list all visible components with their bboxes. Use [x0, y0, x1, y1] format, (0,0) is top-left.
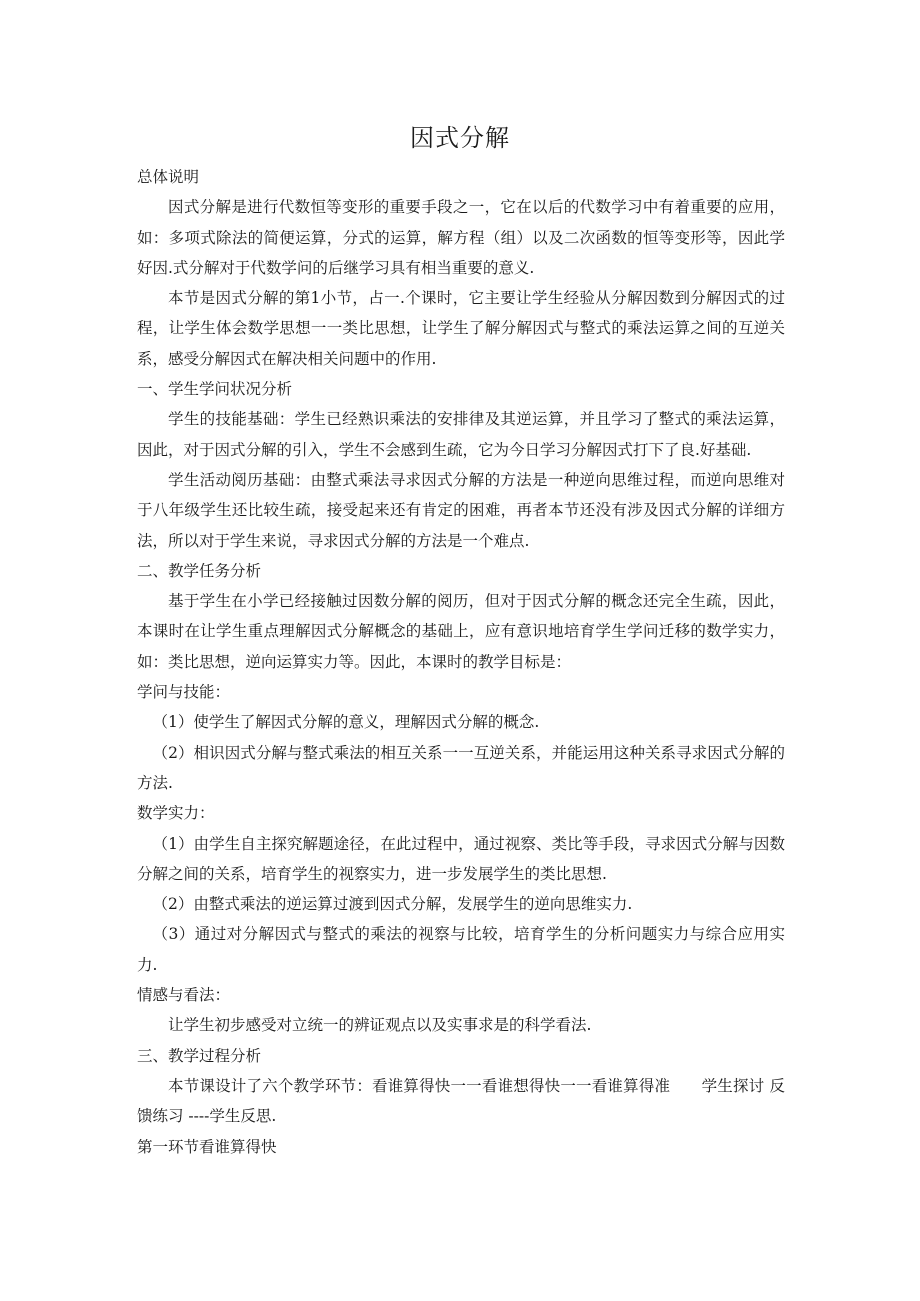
math-item-1: （1）由学生自主探究解题途径，在此过程中，通过视察、类比等手段，寻求因式分解与因数分解之间的关系，培育学生的视察实力，进一步发展学生的类比思想.	[137, 834, 785, 883]
knowledge-item-1: （1）使学生了解因式分解的意义，理解因式分解的概念.	[152, 713, 540, 732]
section-3-heading: 三、教学过程分析	[137, 1046, 262, 1065]
math-ability-heading: 数学实力：	[137, 804, 215, 823]
knowledge-skills-heading: 学问与技能：	[137, 683, 231, 702]
overview-paragraph-2: 本节是因式分解的第1小节，占一.个课时，它主要让学生经验从分解因数到分解因式的过程，让学生体会数学思想一一类比思想，让学生了解分解因式与整式的乘法运算之间的互逆关系，感受分解因式在解决相关问题中的作用.	[137, 289, 785, 368]
section-1-heading: 一、学生学问状况分析	[137, 380, 293, 399]
section-2-heading: 二、教学任务分析	[137, 561, 262, 580]
knowledge-item-2: （2）相识因式分解与整式乘法的相互关系一一互逆关系，并能运用这种关系寻求因式分解的方法.	[137, 743, 785, 792]
section-1-paragraph-1: 学生的技能基础：学生已经熟识乘法的安排律及其逆运算，并且学习了整式的乘法运算，因此，对于因式分解的引入，学生不会感到生疏，它为今日学习分解因式打下了良.好基础.	[137, 410, 785, 459]
section-1-paragraph-2: 学生活动阅历基础：由整式乘法寻求因式分解的方法是一种逆向思维过程，而逆向思维对于八年级学生还比较生疏，接受起来还有肯定的困难，再者本节还没有涉及因式分解的详细方法，所以对于学生来说，寻求因式分解的方法是一个难点.	[137, 470, 785, 550]
math-item-3: （3）通过对分解因式与整式的乘法的视察与比较，培育学生的分析问题实力与综合应用实力.	[137, 925, 785, 974]
overview-heading: 总体说明	[137, 168, 200, 186]
page-title: 因式分解	[410, 124, 510, 152]
emotion-attitude-heading: 情感与看法：	[137, 986, 231, 1005]
math-item-2: （2）由整式乘法的逆运算过渡到因式分解，发展学生的逆向思维实力.	[152, 895, 633, 914]
section-2-paragraph-1: 基于学生在小学已经接触过因数分解的阅历，但对于因式分解的概念还完全生疏，因此，本课时在让学生重点理解因式分解概念的基础上，应有意识地培育学生学问迁移的数学实力，如：类比思想，逆向运算实力等。因此，本课时的教学目标是：	[137, 592, 785, 671]
emotion-paragraph-1: 让学生初步感受对立统一的辨证观点以及实事求是的科学看法.	[168, 1016, 592, 1035]
document-body	[137, 162, 785, 1162]
overview-paragraph-1: 因式分解是进行代数恒等变形的重要手段之一，它在以后的代数学习中有着重要的应用，如：多项式除法的简便运算，分式的运算，解方程（组）以及二次函数的恒等变形等，因此学好因.式分解对于代数学问的后继学习具有相当重要的意义.	[137, 198, 785, 277]
step-1-heading: 第一环节看谁算得快	[137, 1137, 277, 1156]
section-3-paragraph-1: 本节课设计了六个教学环节：看谁算得快一一看谁想得快一一看谁算得准 学生探讨 反馈练习 ----学生反思.	[137, 1076, 785, 1126]
